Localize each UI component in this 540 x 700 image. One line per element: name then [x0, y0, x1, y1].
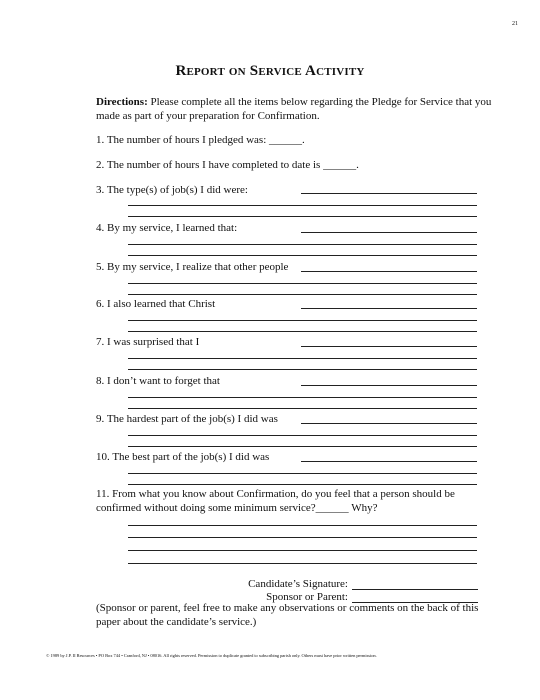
answer-line[interactable]	[128, 397, 477, 398]
item-text: I don’t want to forget that	[107, 375, 220, 387]
answer-line[interactable]	[128, 446, 477, 447]
answer-line[interactable]	[128, 358, 477, 359]
answer-line[interactable]	[128, 435, 477, 436]
item-text: The number of hours I pledged was: ______.	[106, 134, 305, 146]
answer-line[interactable]	[301, 346, 477, 347]
answer-line[interactable]	[128, 294, 477, 295]
answer-line[interactable]	[128, 283, 477, 284]
item-number: 10.	[96, 451, 110, 463]
directions-text: Please complete all the items below regarding the Pledge for Service that you made as part of your preparation for Confirmation.	[96, 96, 492, 122]
item-2	[96, 158, 359, 172]
item-text: The number of hours I have completed to date is ______.	[106, 159, 359, 171]
item-number: 2.	[96, 159, 105, 171]
item-number: 8.	[96, 375, 105, 387]
item-3	[96, 183, 248, 197]
answer-line[interactable]	[301, 271, 477, 272]
answer-line[interactable]	[128, 331, 477, 332]
answer-line[interactable]	[128, 525, 477, 526]
answer-line[interactable]	[128, 550, 477, 551]
answer-line[interactable]	[128, 255, 477, 256]
answer-line[interactable]	[128, 484, 477, 485]
answer-line[interactable]	[128, 320, 477, 321]
page-number: 21	[512, 21, 518, 27]
directions-label: Directions:	[96, 96, 148, 108]
answer-line[interactable]	[301, 423, 477, 424]
item-text: I also learned that Christ	[107, 298, 216, 310]
answer-line[interactable]	[301, 232, 477, 233]
answer-line[interactable]	[301, 461, 477, 462]
answer-line[interactable]	[128, 473, 477, 474]
item-1	[96, 133, 305, 147]
item-8	[96, 374, 220, 388]
item-number: 9.	[96, 413, 105, 425]
item-number: 5.	[96, 261, 105, 273]
candidate-signature-line[interactable]	[352, 589, 478, 590]
answer-line[interactable]	[128, 244, 477, 245]
answer-line[interactable]	[301, 385, 477, 386]
item-text: By my service, I realize that other people	[107, 261, 289, 273]
item-number: 7.	[96, 336, 105, 348]
candidate-signature-label: Candidate’s Signature:	[248, 578, 348, 590]
answer-line[interactable]	[128, 216, 477, 217]
item-number: 3.	[96, 184, 105, 196]
item-number: 6.	[96, 298, 105, 310]
item-5	[96, 260, 288, 274]
item-9	[96, 412, 278, 426]
item-text: By my service, I learned that:	[107, 222, 238, 234]
item-text: I was surprised that I	[107, 336, 200, 348]
answer-line[interactable]	[128, 563, 477, 564]
answer-line[interactable]	[301, 308, 477, 309]
item-number: 4.	[96, 222, 105, 234]
copyright-footer: © 1989 by J.P. II Resources • PO Box 744 • Cranford, NJ • 08016. All rights reserved. Permission to duplicate granted to subscribing parish only. Others must have prior written permission.	[46, 653, 377, 658]
item-7	[96, 335, 199, 349]
item-text: The hardest part of the job(s) I did was	[106, 413, 278, 425]
answer-line[interactable]	[128, 205, 477, 206]
item-6	[96, 297, 215, 311]
page-title: Report on Service Activity	[175, 63, 365, 79]
answer-line[interactable]	[301, 193, 477, 194]
item-10	[96, 450, 269, 464]
item-4	[96, 221, 237, 235]
item-text: The type(s) of job(s) I did were:	[106, 184, 248, 196]
answer-line[interactable]	[128, 537, 477, 538]
item-number: 11.	[96, 488, 110, 500]
sponsor-signature-label: Sponsor or Parent:	[266, 591, 348, 603]
item-text: From what you know about Confirmation, do you feel that a person should be confirmed without doing some minimum service?______ Why?	[96, 488, 455, 514]
answer-line[interactable]	[128, 369, 477, 370]
answer-line[interactable]	[128, 408, 477, 409]
item-number: 1.	[96, 134, 105, 146]
item-text: The best part of the job(s) I did was	[112, 451, 270, 463]
closing-note: (Sponsor or parent, feel free to make any observations or comments on the back of this paper about the candidate’s service.)	[96, 602, 479, 628]
question-11	[96, 487, 496, 515]
directions	[96, 95, 496, 123]
